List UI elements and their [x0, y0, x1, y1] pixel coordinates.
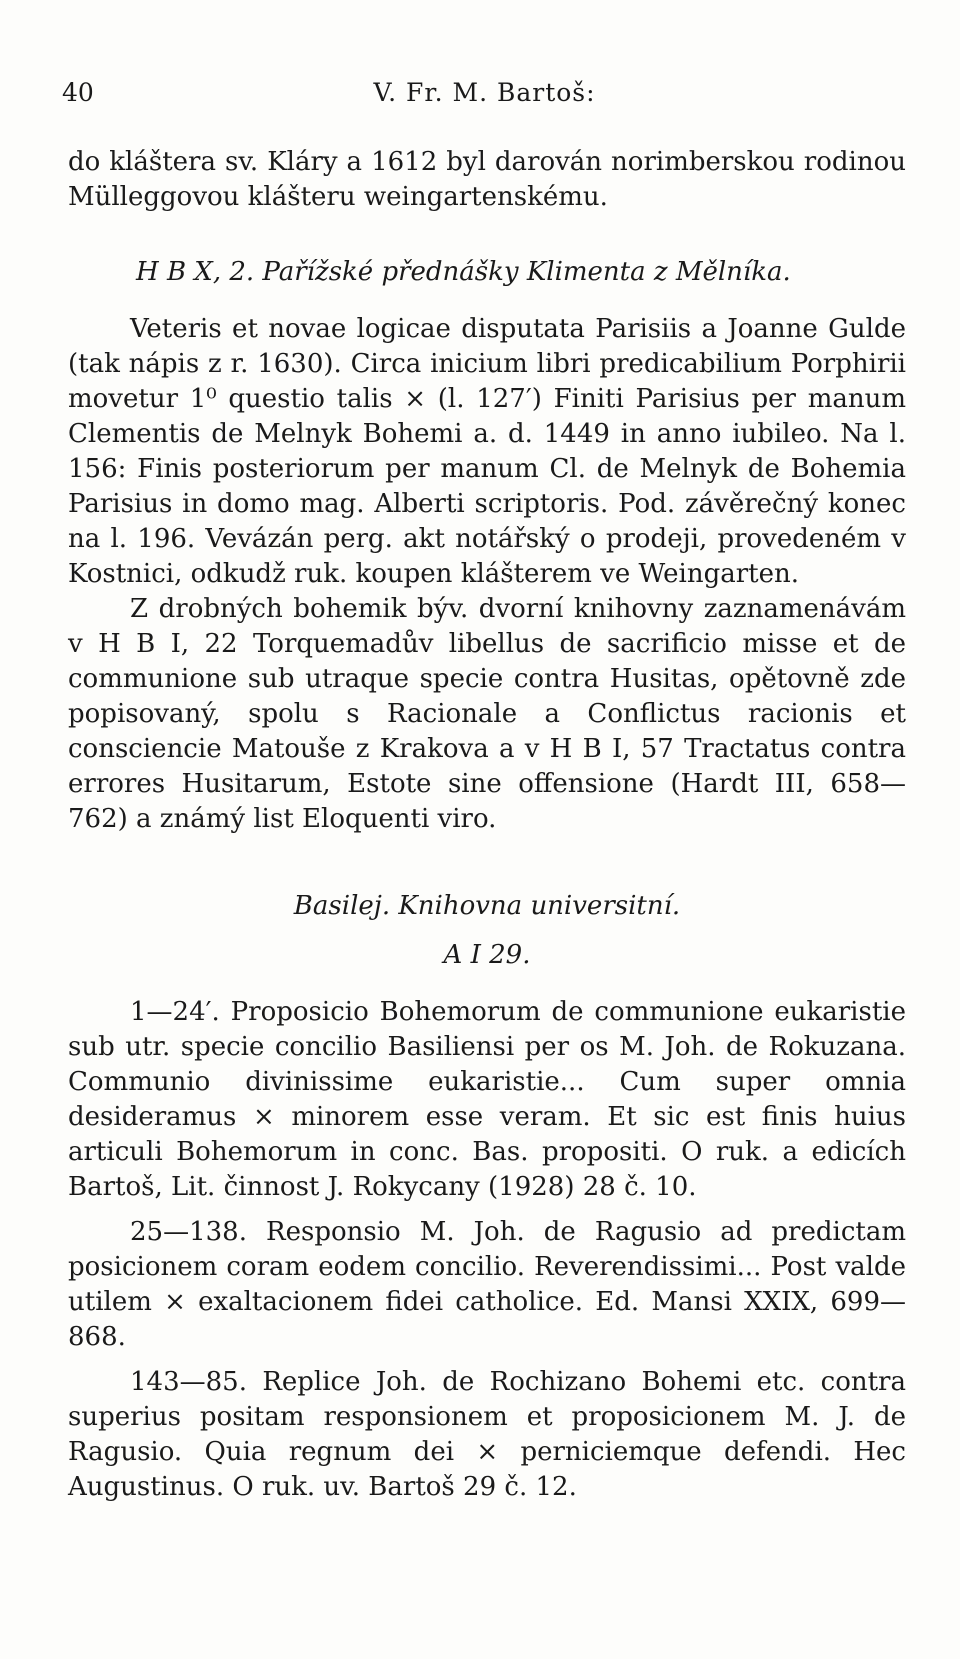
- paragraph-veteris: Veteris et novae logicae disputata Parisiis a Joanne Gulde (tak nápis z r. 1630). Circa inicium libri predicabilium Porphirii movetur 1⁰ questio talis × (l. 127′) Finiti Parisius per manum Clementis de Melnyk Bohemi a. d. 1449 in anno iubileo. Na l. 156: Finis posteriorum per manum Cl. de Melnyk de Bohemia Parisius in domo mag. Alberti scriptoris. Pod. závěrečný konec na l. 196. Vevázán perg. akt notářský o prodeji, provedeném v Kostnici, odkudž ruk. koupen klášterem ve Weingarten.: [68, 314, 906, 589]
- running-title: V. Fr. M. Bartoš:: [373, 78, 596, 107]
- intro-paragraph: do kláštera sv. Kláry a 1612 byl darován norimberskou rodinou Mülleggovou klášteru weingartenskému.: [68, 147, 906, 212]
- shelfmark-heading: A I 29.: [443, 940, 531, 970]
- main-text: [68, 145, 906, 1515]
- section-heading-hbx2: H B X, 2. Pařížské přednášky Klimenta z Mělníka.: [136, 257, 791, 287]
- page-header: [62, 78, 907, 118]
- entry-item: 1—24′. Proposicio Bohemorum de communione eukaristie sub utr. specie concilio Basiliensi per os M. Joh. de Rokuzana. Communio divinissime eukaristie... Cum super omnia desideramus × minorem esse veram. Et sic est finis huius articuli Bohemorum in conc. Bas. propositi. O ruk. a edicích Bartoš, Lit. činnost J. Rokycany (1928) 28 č. 10.: [68, 997, 906, 1202]
- entry-item: 25—138. Responsio M. Joh. de Ragusio ad predictam posicionem coram eodem concilio. Reverendissimi... Post valde utilem × exaltacionem fidei catholice. Ed. Mansi XXIX, 699—868.: [68, 1217, 906, 1352]
- section-heading-basilej: Basilej. Knihovna universitní.: [293, 891, 681, 921]
- entry-item: 143—85. Replice Joh. de Rochizano Bohemi etc. contra superius positam responsionem et proposicionem M. J. de Ragusio. Quia regnum dei × perniciemque defendi. Hec Augustinus. O ruk. uv. Bartoš 29 č. 12.: [68, 1367, 906, 1502]
- page-number: 40: [62, 78, 94, 107]
- paragraph-drobnych-bohemik: Z drobných bohemik býv. dvorní knihovny zaznamenávám v H B I, 22 Torquemadův libellus de sacrificio misse et de communione sub utraque specie contra Husitas, opětovně zde popisovaný, spolu s Racionale a Conflictus racionis et consciencie Matouše z Krakova a v H B I, 57 Tractatus contra errores Husitarum, Estote sine offensione (Hardt III, 658—762) a známý list Eloquenti viro.: [68, 594, 906, 834]
